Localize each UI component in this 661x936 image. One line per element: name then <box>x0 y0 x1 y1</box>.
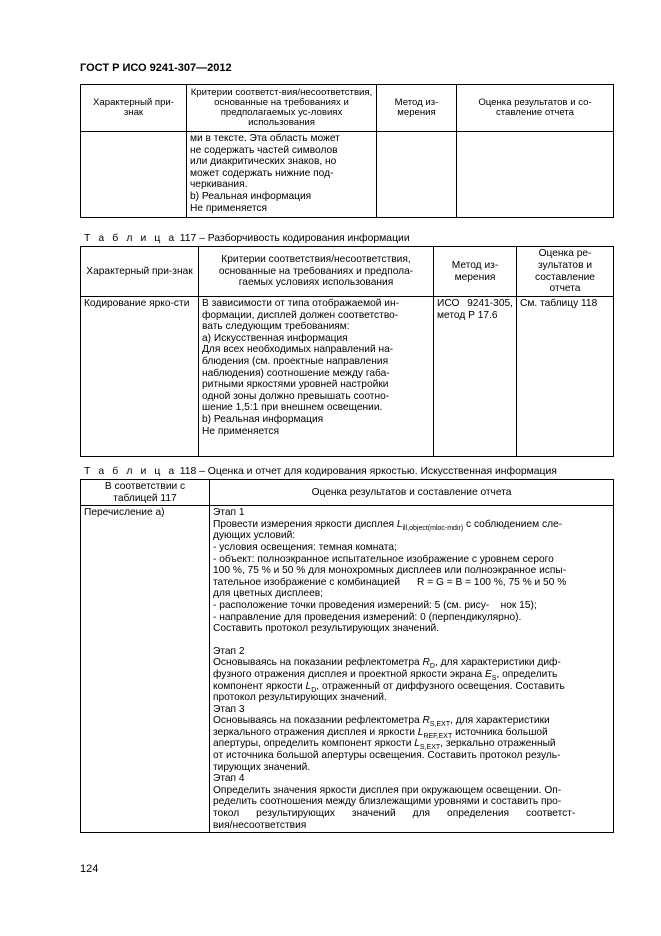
table117-caption: Т а б л и ц а 117 – Разборчивость кодирования информации <box>84 233 410 244</box>
feature-cell <box>81 132 187 218</box>
stage2-title: Этап 2 <box>213 645 245 657</box>
evaluation-cell <box>457 132 614 218</box>
evaluation-cell: Этап 1 Провести измерения яркости дисплея $L_{ill,object(mloc-mdir)}$ с соблюдением сле- дующих условий: - условия освещения: темная комната; - объект: полноэкранное испытательное изображение с уровнем серого 100 %, 75 % и 50 % для монохромных дисплеев или полноэкранное испы- тательное изображение с комбинацией R = G = B = 100 %, 75 % и 50 % для цветных дисплеев; - расположение точки проведения измерений: 5 (см. рису- нок 15); - направление для проведения измерений: 0 (перпендикулярно). Составить протокол результирующих значений. Этап 2 Основываясь на показании рефлектометра $R_D$, для характеристики диф- фузного отражения дисплея и проектной яркости экрана $E_S$, определить компонент яркости $L_D$, отраженный от диффузного освещения. Составить протокол результирующих значений. Этап 3 Основываясь на показании рефлектометра $R_{S,EXT}$, для характеристики зеркального отражения дисплея и яркости $L_{REF,EXT}$ источника большой апертуры, определить компонент яркости $L_{S,EXT}$, зеркально отраженный от источника большой апертуры освещения. Составить протокол резуль- тирующих значений. Этап 4 Определить значения яркости дисплея при окружающем освещении. Оп- ределить соотношения между близлежащими уровнями и составить про- токол результирующих значений для определения соответст- вия/несоответствия <box>210 506 614 833</box>
table-header-row <box>81 480 614 506</box>
stage1-title: Этап 1 <box>213 507 245 519</box>
page-number: 124 <box>80 863 99 875</box>
header-reference: В соответствии с таблицей 117 <box>81 480 210 506</box>
table-118 <box>80 479 614 833</box>
table118-caption: Т а б л и ц а 118 – Оценка и отчет для кодирования яркостью. Искусственная информация <box>84 466 557 477</box>
header-feature: Характерный при-знак <box>81 85 187 132</box>
criteria-cell: ми в тексте. Эта область может не содержать частей символов или диакритических знаков, но может содержать нижние под- черкивания. b) Реальная информация Не применяется <box>187 132 377 218</box>
stage1-lead: Провести измерения яркости дисплея $L_{ill,object(mloc-mdir)}$ с соблюдением сле- <box>213 518 563 532</box>
header-evaluation: Оценка результатов и со-ставление отчета <box>457 85 614 132</box>
table-row <box>81 297 614 457</box>
page-header: ГОСТ Р ИСО 9241-307—2012 <box>80 62 232 74</box>
header-criteria: Критерии соответст-вия/несоответствия, основанные на требованиях и предполагаемых ус-ловиях использования <box>187 85 377 132</box>
header-method: Метод из-мерения <box>377 85 457 132</box>
header-evaluation: Оценка результатов и составление отчета <box>210 480 614 506</box>
table-row <box>81 506 614 833</box>
criteria-cell: В зависимости от типа отображаемой ин- формации, дисплей должен соответство- вать следующим требованиям: a) Искусственная информация Для всех необходимых направлений на- блюдения (см. проектные направления наблюдения) соотношение между габа- ритными яркостями уровней настройки одной зоны должно превышать соотно- шение 1,5:1 при внешнем освещении. b) Реальная информация Не применяется <box>199 297 434 457</box>
header-feature: Характерный при-знак <box>81 247 199 297</box>
feature-cell: Кодирование ярко-сти <box>81 297 199 457</box>
continuation-table <box>80 84 614 218</box>
table-row <box>81 132 614 218</box>
method-cell <box>377 132 457 218</box>
header-criteria: Критерии соответствия/несоответствия, основанные на требованиях и предпола-гаемых условиях использования <box>199 247 434 297</box>
header-evaluation: Оценка ре-зультатов и составление отчета <box>517 247 614 297</box>
table-117 <box>80 246 614 457</box>
stage3-title: Этап 3 <box>213 703 245 715</box>
evaluation-cell: См. таблицу 118 <box>517 297 614 457</box>
header-method: Метод из-мерения <box>434 247 517 297</box>
stage4-title: Этап 4 <box>213 773 245 785</box>
table-header-row <box>81 85 614 132</box>
method-cell: ИСО 9241-305, метод Р 17.6 <box>434 297 517 457</box>
reference-cell: Перечисление а) <box>81 506 210 833</box>
table-header-row <box>81 247 614 297</box>
